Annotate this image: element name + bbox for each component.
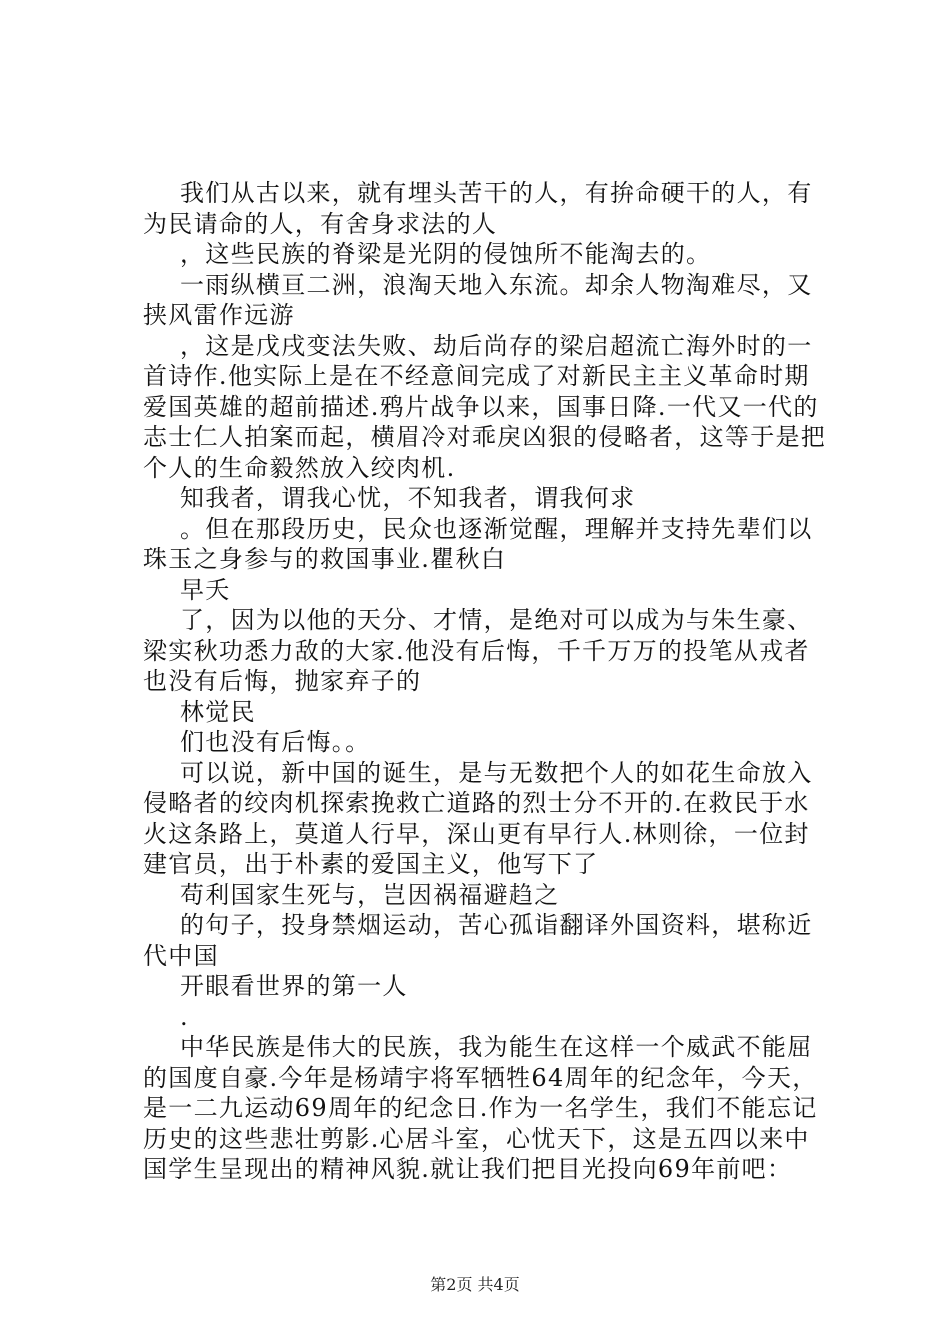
paragraph: 我们从古以来，就有埋头苦干的人，有拚命硬干的人，有为民请命的人，有舍身求法的人 <box>143 179 813 238</box>
document-body <box>143 178 833 1185</box>
paragraph: 苟利国家生死与，岂因祸福避趋之 <box>180 880 560 909</box>
paragraph: 知我者，谓我心忧，不知我者，谓我何求 <box>180 484 636 512</box>
page-footer <box>0 1272 950 1295</box>
paragraph: ，这些民族的脊梁是光阴的侵蚀所不能淘去的。 <box>180 240 712 268</box>
paragraph: 了，因为以他的天分、才情，是绝对可以成为与朱生豪、梁实秋功悉力敌的大家.他没有后悔，千千万万的投笔从戎者也没有后悔，抛家弃子的 <box>143 606 813 695</box>
paragraph: 中华民族是伟大的民族，我为能生在这样一个威武不能屈的国度自豪.今年是杨靖宇将军牺牲64周年的纪念年，今天，是一二九运动69周年的纪念日.作为一名学生，我们不能忘记历史的这些悲壮剪影.心居斗室，心忧天下，这是五四以来中国学生呈现出的精神风貌.就让我们把目光投向69年前吧： <box>143 1033 818 1183</box>
paragraph: 开眼看世界的第一人 <box>180 972 408 1000</box>
paragraph: 早夭 <box>180 575 231 604</box>
paragraph: 林觉民 <box>180 697 256 726</box>
paragraph: . <box>180 1002 189 1031</box>
paragraph: 可以说，新中国的诞生，是与无数把个人的如花生命放入侵略者的绞肉机探索挽救亡道路的烈士分不开的.在救民于水火这条路上，莫道人行早，深山更有早行人.林则徐，一位封建官员，出于朴素的爱国主义，他写下了 <box>143 758 813 878</box>
paragraph: ，这是戊戌变法失败、劫后尚存的梁启超流亡海外时的一首诗作.他实际上是在不经意间完成了对新民主主义革命时期爱国英雄的超前描述.鸦片战争以来，国事日降.一代又一代的志士仁人拍案而起，横眉冷对乖戾凶狠的侵略者，这等于是把个人的生命毅然放入绞肉机. <box>143 331 827 482</box>
paragraph: 的句子，投身禁烟运动，苦心孤诣翻译外国资料，堪称近代中国 <box>143 911 813 970</box>
paragraph: 一雨纵横亘二洲，浪淘天地入东流。却余人物淘难尽，又挟风雷作远游 <box>143 270 813 329</box>
paragraph: 。但在那段历史，民众也逐渐觉醒，理解并支持先辈们以珠玉之身参与的救国事业.瞿秋白 <box>143 514 813 573</box>
paragraph: 们也没有后悔。。 <box>180 728 371 756</box>
page-number: 第2页 共4页 <box>430 1275 520 1294</box>
